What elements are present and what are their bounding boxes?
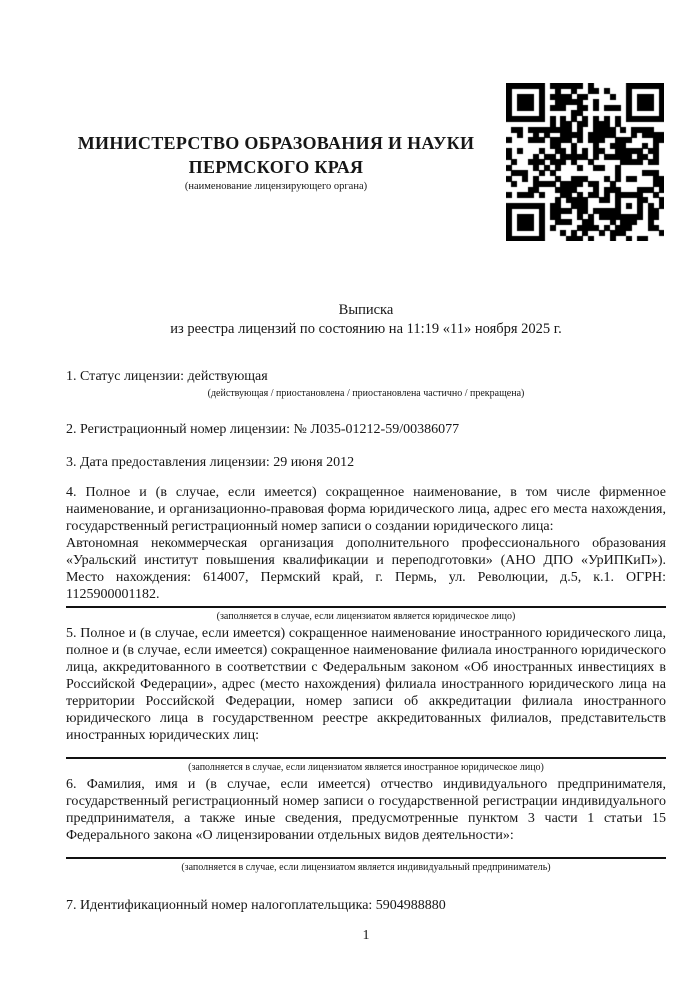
item-6-fill-line: [66, 857, 666, 859]
item-4-legal-entity: [66, 484, 666, 623]
item-1-text: 1. Статус лицензии: действующая: [66, 369, 268, 384]
document-title: [66, 301, 666, 339]
qr-code: [506, 83, 664, 241]
item-2-registration-number: [66, 421, 666, 438]
issuing-authority-caption: (наименование лицензирующего органа): [184, 181, 368, 192]
item-5-foreign-entity: [66, 625, 666, 774]
item-5-fill-line: [66, 757, 666, 759]
item-2-text: 2. Регистрационный номер лицензии: № Л035-01212-59/00386077: [66, 422, 460, 437]
item-7-taxpayer-number: [66, 897, 666, 914]
issuing-authority-name-line1: МИНИСТЕРСТВО ОБРАЗОВАНИЯ И НАУКИ: [77, 133, 475, 153]
item-4-answer: Автономная некоммерческая организация дополнительного профессионального образования «Уральский институт повышения квалификации и переподготовки» (АНО ДПО «УрИПКиП»). Место нахождения: 614007, Пермский край, г. Пермь, ул. Революции, д.5, к.1. ОГРН: 1125900001182.: [66, 536, 666, 602]
item-4-question: 4. Полное и (в случае, если имеется) сокращенное наименование, в том числе фирменное наименование, и организационно-правовая форма юридического лица, адрес его места нахождения, государственный регистрационный номер записи о создании юридического лица:: [66, 485, 666, 534]
item-6-note: (заполняется в случае, если лицензиатом является индивидуальный предприниматель): [181, 862, 551, 873]
item-7-text: 7. Идентификационный номер налогоплательщика: 5904988880: [66, 898, 446, 913]
item-3-license-date: [66, 454, 666, 471]
item-4-fill-line: [66, 606, 666, 608]
item-5-note: (заполняется в случае, если лицензиатом является иностранное юридическое лицо): [188, 762, 544, 773]
issuing-authority-name-line2: ПЕРМСКОГО КРАЯ: [188, 157, 364, 177]
issuing-authority-header: [64, 131, 488, 194]
item-1-license-status: [66, 368, 666, 400]
item-1-note: (действующая / приостановлена / приостановлена частично / прекращена): [207, 388, 525, 399]
item-6-question: 6. Фамилия, имя и (в случае, если имеется) отчество индивидуального предпринимателя, государственный регистрационный номер записи о государственной регистрации индивидуального предпринимателя, а также иные сведения, предусмотренные пунктом 3 части 1 статьи 15 Федерального закона «О лицензировании отдельных видов деятельности»:: [66, 777, 666, 843]
item-5-question: 5. Полное и (в случае, если имеется) сокращенное наименование иностранного юридического лица, полное и (в случае, если имеется) сокращенное наименование филиала иностранного юридического лица, аккредитованного в соответствии с Федеральным законом «Об иностранных инвестициях в Российской Федерации», адрес (место нахождения) филиала иностранного юридического лица на территории Российской Федерации, номер записи об аккредитации филиала иностранного юридического лица в государственном реестре аккредитованных филиалов, представительств иностранных юридических лиц:: [66, 626, 666, 743]
document-title-line1: Выписка: [338, 302, 394, 318]
document-title-line2: из реестра лицензий по состоянию на 11:19 «11» ноября 2025 г.: [170, 321, 562, 337]
item-3-text: 3. Дата предоставления лицензии: 29 июня 2012: [66, 455, 355, 470]
item-4-note: (заполняется в случае, если лицензиатом является юридическое лицо): [216, 611, 516, 622]
page-number: 1: [362, 928, 370, 943]
item-6-individual-entrepreneur: [66, 776, 666, 874]
